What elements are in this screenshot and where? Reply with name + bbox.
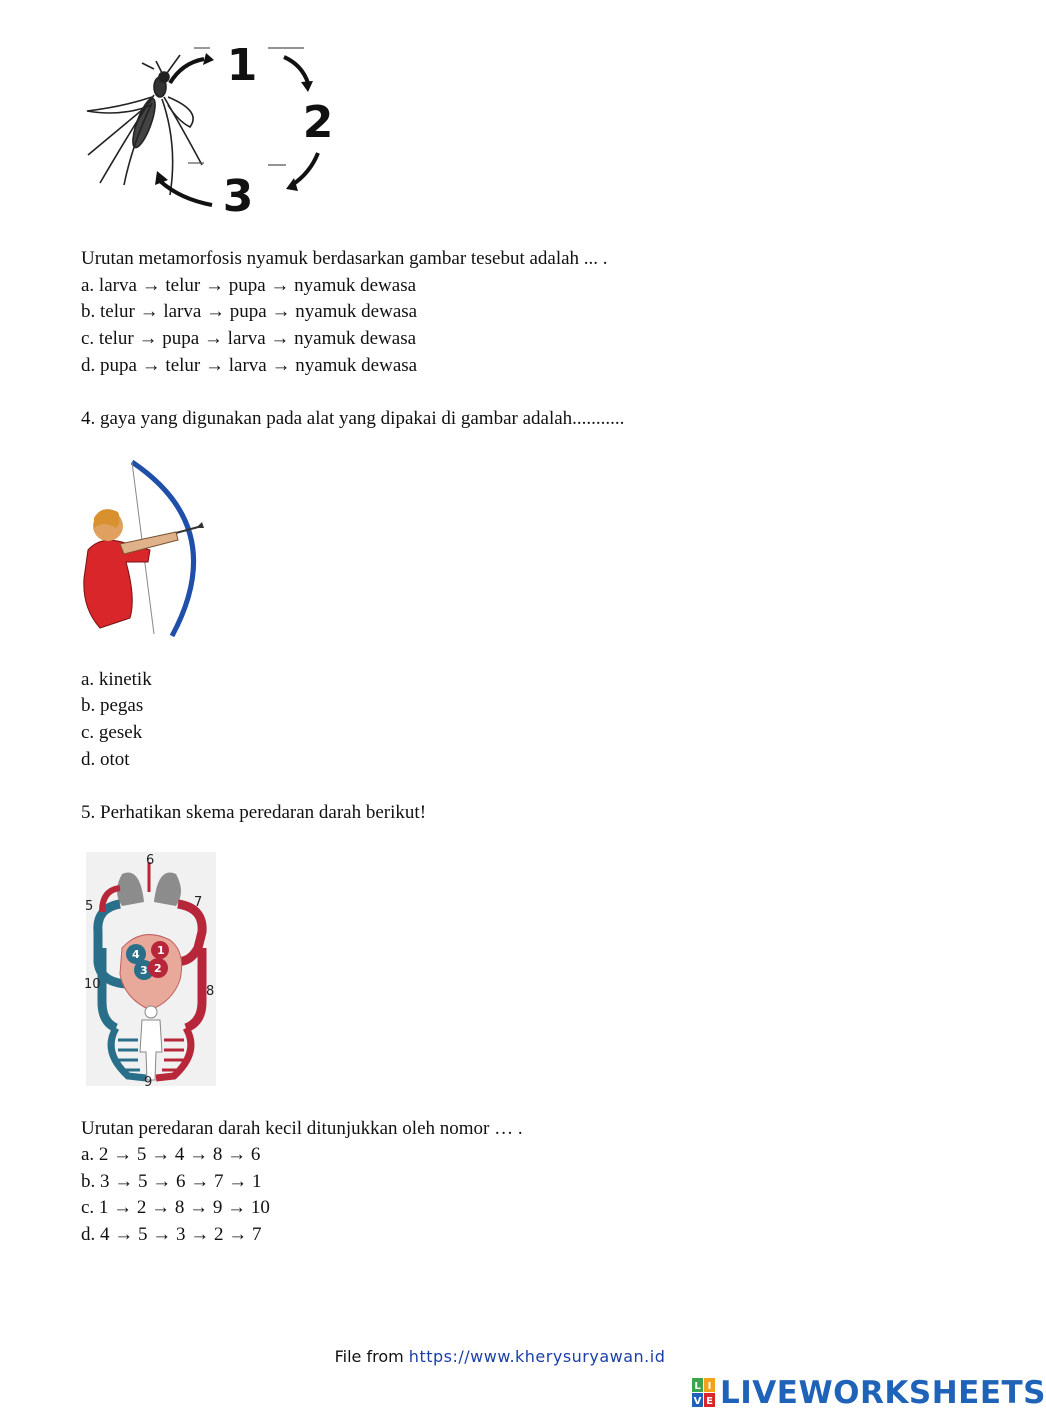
liveworksheets-wordmark: LIVEWORKSHEETS xyxy=(720,1375,1046,1411)
q5-question: 5. Perhatikan skema peredaran darah berikut! xyxy=(81,802,427,823)
label-2: 2 xyxy=(154,962,162,975)
label-3: 3 xyxy=(140,964,148,977)
q5-option-d: d. 4 → 5 → 3 → 2 → 7 xyxy=(81,1224,262,1245)
stage-label-2: 2 xyxy=(302,97,334,148)
archer-figure xyxy=(80,458,210,640)
q5-option-a: a. 2 → 5 → 4 → 8 → 6 xyxy=(81,1144,261,1165)
label-5: 5 xyxy=(85,899,94,914)
q4-option-b: b. pegas xyxy=(81,695,144,716)
q5-option-c: c. 1 → 2 → 8 → 9 → 10 xyxy=(81,1197,270,1218)
liveworksheets-logo-icon xyxy=(692,1378,716,1408)
footer-prefix: File from xyxy=(334,1347,409,1366)
svg-text:E: E xyxy=(706,1396,713,1407)
q4-option-a: a. kinetik xyxy=(81,669,152,690)
svg-text:L: L xyxy=(694,1381,701,1392)
footer-source xyxy=(0,1347,1000,1366)
label-4: 4 xyxy=(132,948,140,961)
stage-label-3: 3 xyxy=(222,171,254,222)
label-9: 9 xyxy=(144,1075,153,1090)
q3-option-d: d. pupa → telur → larva → nyamuk dewasa xyxy=(81,355,418,376)
q3-question: Urutan metamorfosis nyamuk berdasarkan gambar tesebut adalah ... . xyxy=(81,248,608,269)
label-7: 7 xyxy=(194,895,203,910)
q3-option-c: c. telur → pupa → larva → nyamuk dewasa xyxy=(81,328,417,349)
q4-option-c: c. gesek xyxy=(81,722,143,743)
q3-option-a: a. larva → telur → pupa → nyamuk dewasa xyxy=(81,275,417,296)
svg-text:V: V xyxy=(693,1396,702,1407)
mosquito-metamorphosis-figure xyxy=(82,35,342,220)
q5-option-b: b. 3 → 5 → 6 → 7 → 1 xyxy=(81,1171,262,1192)
blood-circulation-figure xyxy=(82,852,218,1088)
mosquito-drawing xyxy=(87,55,202,195)
stage-label-1: 1 xyxy=(226,40,258,91)
label-6: 6 xyxy=(146,853,155,868)
footer-url-link[interactable]: https://www.kherysuryawan.id xyxy=(408,1347,666,1366)
q5-subquestion: Urutan peredaran darah kecil ditunjukkan oleh nomor … . xyxy=(81,1118,523,1139)
liveworksheets-brand[interactable] xyxy=(692,1376,1046,1410)
svg-text:I: I xyxy=(707,1381,712,1392)
q4-question: 4. gaya yang digunakan pada alat yang dipakai di gambar adalah........... xyxy=(81,408,625,429)
q3-option-b: b. telur → larva → pupa → nyamuk dewasa xyxy=(81,301,418,322)
archer-shirt xyxy=(84,540,150,628)
label-10: 10 xyxy=(84,977,101,992)
label-1: 1 xyxy=(157,944,165,957)
q4-option-d: d. otot xyxy=(81,749,130,770)
label-8: 8 xyxy=(206,984,215,999)
